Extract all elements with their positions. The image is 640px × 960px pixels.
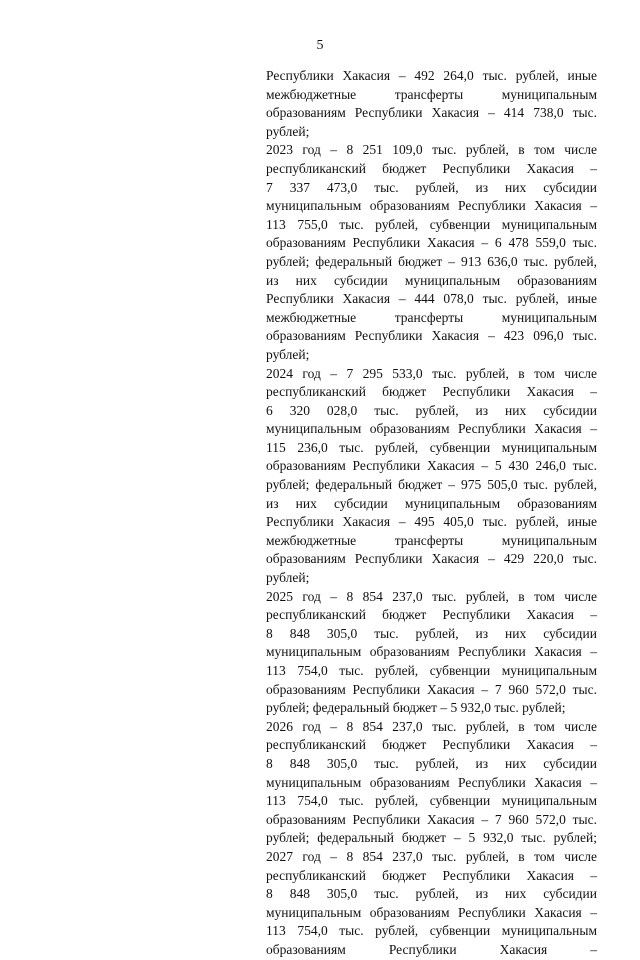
text-line: муниципальным образованиям Республики Хакасия –	[266, 774, 597, 790]
text-line: республиканский бюджет Республики Хакасия –	[266, 737, 597, 753]
page-number: 5	[316, 38, 324, 53]
text-line: рублей;	[266, 346, 310, 362]
text-line: Республики Хакасия – 444 078,0 тыс. рублей, иные	[266, 291, 597, 307]
text-line: образованиям Республики Хакасия –	[266, 941, 597, 957]
text-line: муниципальным образованиям Республики Хакасия –	[266, 198, 597, 214]
text-line: 2026 год – 8 854 237,0 тыс. рублей, в том числе	[266, 718, 597, 734]
text-line: рублей; федеральный бюджет – 975 505,0 тыс. рублей,	[266, 477, 597, 493]
text-line: межбюджетные трансферты муниципальным	[266, 532, 597, 548]
text-line: республиканский бюджет Республики Хакасия –	[266, 384, 597, 400]
text-line: образованиям Республики Хакасия – 5 430 246,0 тыс.	[266, 458, 597, 474]
text-line: республиканский бюджет Республики Хакасия –	[266, 867, 597, 883]
text-line: 2025 год – 8 854 237,0 тыс. рублей, в том числе	[266, 588, 597, 604]
text-line: муниципальным образованиям Республики Хакасия –	[266, 421, 597, 437]
text-line: рублей; федеральный бюджет – 913 636,0 тыс. рублей,	[266, 253, 597, 269]
text-line: 8 848 305,0 тыс. рублей, из них субсидии	[266, 755, 597, 771]
text-line: республиканский бюджет Республики Хакасия –	[266, 607, 597, 623]
text-line: рублей;	[266, 570, 310, 586]
text-line: межбюджетные трансферты муниципальным	[266, 309, 597, 325]
text-line: 7 337 473,0 тыс. рублей, из них субсидии	[266, 179, 597, 195]
text-line: образованиям Республики Хакасия – 423 096,0 тыс.	[266, 328, 597, 344]
text-line: муниципальным образованиям Республики Хакасия –	[266, 644, 597, 660]
text-line: 8 848 305,0 тыс. рублей, из них субсидии	[266, 625, 597, 641]
text-line: образованиям Республики Хакасия – 7 960 572,0 тыс.	[266, 811, 597, 827]
text-line: образованиям Республики Хакасия – 429 220,0 тыс.	[266, 551, 597, 567]
text-line: 113 754,0 тыс. рублей, субвенции муниципальным	[266, 663, 597, 678]
text-line: 2024 год – 7 295 533,0 тыс. рублей, в том числе	[266, 365, 597, 381]
document-text-column	[266, 67, 597, 960]
text-line: 6 320 028,0 тыс. рублей, из них субсидии	[266, 402, 597, 418]
text-line: республиканский бюджет Республики Хакасия –	[266, 160, 597, 176]
text-line: 8 848 305,0 тыс. рублей, из них субсидии	[266, 886, 597, 902]
text-line: Республики Хакасия – 495 405,0 тыс. рублей, иные	[266, 514, 597, 530]
text-line: муниципальным образованиям Республики Хакасия –	[266, 904, 597, 920]
text-line: образованиям Республики Хакасия – 7 960 572,0 тыс.	[266, 681, 597, 697]
text-line: Республики Хакасия – 492 264,0 тыс. рублей, иные	[266, 68, 597, 83]
text-line: образованиям Республики Хакасия – 414 738,0 тыс.	[266, 105, 597, 121]
text-line: 113 755,0 тыс. рублей, субвенции муниципальным	[266, 216, 597, 232]
text-line: межбюджетные трансферты муниципальным	[266, 86, 597, 102]
text-line: 2027 год – 8 854 237,0 тыс. рублей, в том числе	[266, 848, 597, 864]
text-line: 115 236,0 тыс. рублей, субвенции муниципальным	[266, 439, 597, 455]
text-line: образованиям Республики Хакасия – 6 478 559,0 тыс.	[266, 235, 597, 251]
text-line: 2023 год – 8 251 109,0 тыс. рублей, в том числе	[266, 142, 597, 158]
text-line: 113 754,0 тыс. рублей, субвенции муниципальным	[266, 923, 597, 939]
text-line: 113 754,0 тыс. рублей, субвенции муниципальным	[266, 793, 597, 809]
text-line: рублей;	[266, 123, 310, 139]
text-line: из них субсидии муниципальным образованиям	[266, 272, 597, 288]
text-line: рублей; федеральный бюджет – 5 932,0 тыс. рублей;	[266, 830, 597, 846]
text-line: рублей; федеральный бюджет – 5 932,0 тыс. рублей;	[266, 700, 566, 716]
text-line: из них субсидии муниципальным образованиям	[266, 495, 597, 511]
